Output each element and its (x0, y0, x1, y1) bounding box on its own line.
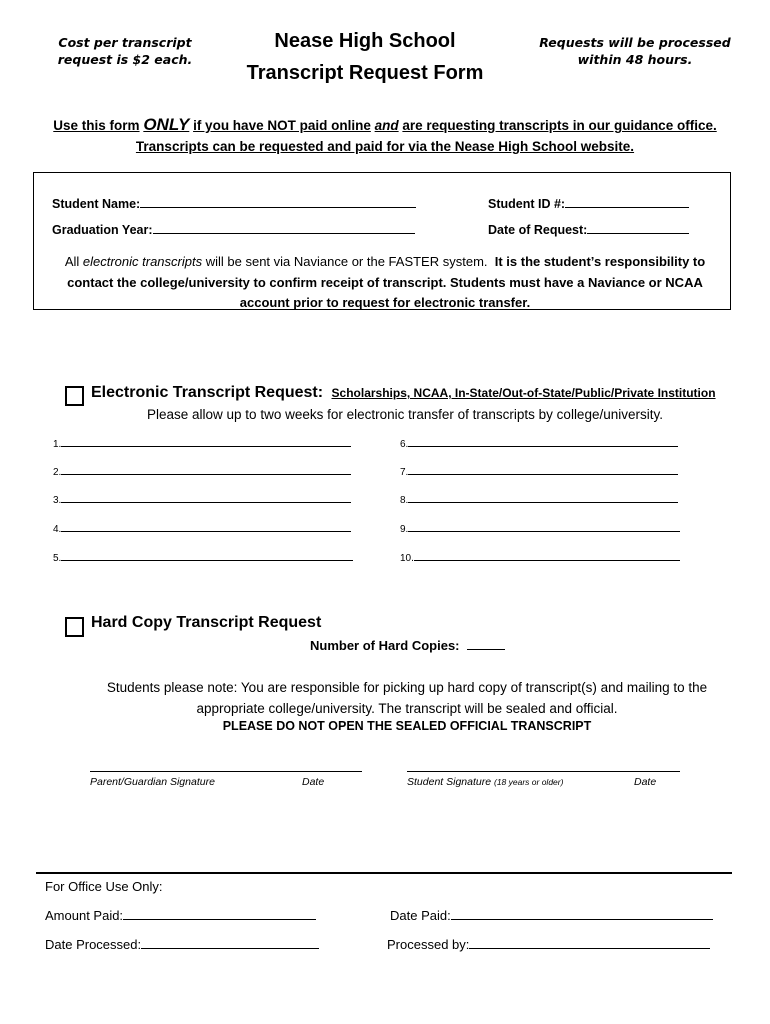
right-destination-row[interactable] (400, 551, 680, 564)
left-destination-number: 4. (53, 524, 62, 535)
student-date-label: Date (634, 776, 657, 788)
right-destination-row[interactable] (400, 522, 680, 535)
right-destination-line[interactable] (408, 522, 680, 532)
right-destination-row[interactable] (400, 437, 678, 450)
right-destination-number: 7. (400, 467, 409, 478)
right-destination-number: 8. (400, 495, 409, 506)
parent-signature-line[interactable] (90, 771, 362, 772)
intro-text-c: are requesting transcripts in our guidance office. (402, 118, 717, 133)
right-destination-line[interactable] (408, 437, 678, 447)
electronic-heading (91, 384, 716, 402)
electronic-note: Please allow up to two weeks for electronic transfer of transcripts by college/university. (147, 407, 663, 422)
student-id-field[interactable] (488, 197, 689, 211)
right-destination-row[interactable] (400, 493, 678, 506)
student-name-line[interactable] (140, 207, 416, 208)
notice-italic: electronic transcripts (82, 254, 203, 269)
right-destination-number: 6. (400, 439, 409, 450)
hardcopy-title: Hard Copy Transcript Request (91, 614, 322, 631)
notice-all: All (64, 254, 80, 269)
amount-paid-line[interactable] (123, 919, 316, 920)
notice-bold-3: account prior to request for electronic transfer. (239, 295, 531, 310)
date-processed-line[interactable] (141, 948, 319, 949)
intro-line-1 (0, 115, 770, 135)
right-destination-number: 9. (400, 524, 409, 535)
graduation-year-label: Graduation Year: (52, 223, 153, 237)
office-heading: For Office Use Only: (45, 879, 163, 894)
hardcopy-copies-field[interactable] (310, 638, 505, 653)
left-destination-row[interactable] (53, 522, 351, 535)
left-destination-line[interactable] (61, 551, 353, 561)
page-title: Nease High School (274, 30, 456, 52)
intro-and: and (374, 118, 399, 133)
right-destination-number: 10. (400, 553, 414, 564)
electronic-subtitle: Scholarships, NCAA, In-State/Out-of-State/Public/Private Institution (331, 386, 716, 400)
date-paid-field[interactable] (390, 908, 713, 923)
left-destination-number: 5. (53, 553, 62, 564)
parent-date-label: Date (302, 776, 325, 788)
amount-paid-field[interactable] (45, 908, 316, 923)
page-subtitle: Transcript Request Form (246, 62, 484, 84)
date-processed-label: Date Processed: (45, 937, 142, 952)
left-destination-number: 3. (53, 495, 62, 506)
student-id-line[interactable] (565, 207, 689, 208)
hardcopy-copies-label: Number of Hard Copies: (310, 638, 460, 653)
student-signature-line[interactable] (407, 771, 680, 772)
left-destination-row[interactable] (53, 437, 351, 450)
left-destination-row[interactable] (53, 551, 353, 564)
right-destination-line[interactable] (408, 493, 678, 503)
graduation-year-field[interactable] (52, 223, 415, 237)
date-processed-field[interactable] (45, 937, 319, 952)
left-destination-row[interactable] (53, 465, 351, 478)
student-name-field[interactable] (52, 197, 416, 211)
date-paid-line[interactable] (451, 919, 713, 920)
notice-rest: will be sent via Naviance or the FASTER system. (205, 254, 488, 269)
student-signature-caption (407, 776, 563, 788)
date-of-request-field[interactable] (488, 223, 689, 237)
notice-bold-2: contact the college/university to confirm receipt of transcript. Students must have a Naviance or NCAA (67, 274, 703, 290)
intro-line-2: Transcripts can be requested and paid for via the Nease High School website. (135, 139, 635, 154)
processing-note: Requests will be processed within 48 hours. (539, 35, 731, 67)
right-destination-line[interactable] (408, 465, 678, 475)
parent-signature-label: Parent/Guardian Signature (90, 776, 215, 788)
hardcopy-note-line-1: Students please note: You are responsible for picking up hard copy of transcript(s) and mailing to the (106, 680, 708, 695)
left-destination-line[interactable] (61, 465, 351, 475)
electronic-title: Electronic Transcript Request: (91, 384, 324, 401)
electronic-notice (40, 252, 730, 314)
date-of-request-label: Date of Request: (488, 223, 588, 237)
left-destination-number: 2. (53, 467, 62, 478)
intro-only: ONLY (143, 115, 190, 134)
processed-by-field[interactable] (387, 937, 710, 952)
left-destination-row[interactable] (53, 493, 351, 506)
date-paid-label: Date Paid: (390, 908, 451, 923)
hardcopy-copies-line[interactable] (467, 649, 505, 650)
student-name-label: Student Name: (52, 197, 141, 211)
left-destination-line[interactable] (61, 522, 351, 532)
left-destination-line[interactable] (61, 493, 351, 503)
student-age-note: (18 years or older) (493, 777, 564, 787)
electronic-request-checkbox[interactable] (65, 386, 84, 406)
hardcopy-warning: PLEASE DO NOT OPEN THE SEALED OFFICIAL TRANSCRIPT (222, 719, 592, 733)
student-id-label: Student ID #: (488, 197, 566, 211)
cost-note: Cost per transcript request is $2 each. (57, 35, 193, 67)
left-destination-line[interactable] (61, 437, 351, 447)
left-destination-number: 1. (53, 439, 62, 450)
hardcopy-note-line-2: appropriate college/university. The transcript will be sealed and official. (196, 700, 618, 716)
hardcopy-request-checkbox[interactable] (65, 617, 84, 637)
student-signature-label: Student Signature (407, 776, 492, 788)
right-destination-row[interactable] (400, 465, 678, 478)
graduation-year-line[interactable] (153, 233, 415, 234)
amount-paid-label: Amount Paid: (45, 908, 124, 923)
intro-text-b: if you have NOT paid online (193, 118, 371, 133)
notice-bold-1: It is the student’s responsibility to (494, 254, 706, 269)
processed-by-label: Processed by: (387, 937, 470, 952)
right-destination-line[interactable] (414, 551, 680, 561)
date-of-request-line[interactable] (587, 233, 689, 234)
intro-text-a: Use this form (53, 118, 140, 133)
office-divider (36, 872, 732, 874)
processed-by-line[interactable] (469, 948, 710, 949)
hardcopy-note (0, 678, 770, 719)
